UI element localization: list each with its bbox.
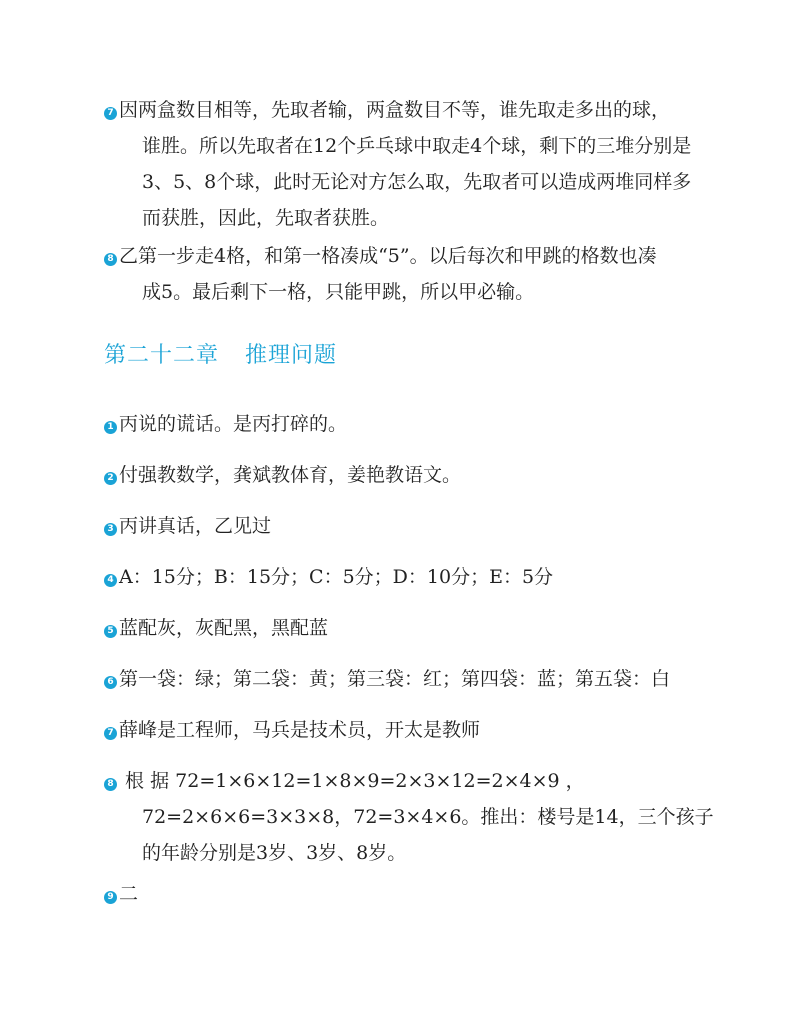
answer-item-1 <box>104 406 704 442</box>
number-badge-wrap <box>104 770 119 792</box>
answer-item-8 <box>104 763 714 871</box>
number-badge-icon: 4 <box>104 574 117 587</box>
answer-item-7-prev <box>104 92 704 236</box>
answer-item-5 <box>104 610 704 646</box>
answer-item-3 <box>104 508 704 544</box>
number-badge-icon: 5 <box>104 625 117 638</box>
number-badge-icon: 8 <box>104 778 117 791</box>
answer-line: 的年龄分别是3岁、3岁、8岁。 <box>142 842 407 864</box>
number-badge-icon: 1 <box>104 421 117 434</box>
answer-item-8-prev <box>104 238 704 310</box>
answer-text: 蓝配灰，灰配黑，黑配蓝 <box>119 617 329 639</box>
answer-text: 据 <box>150 770 170 792</box>
answer-item-4 <box>104 559 704 595</box>
answer-text: 薛峰是工程师，马兵是技术员，开太是教师 <box>119 719 481 741</box>
answer-text: ， <box>565 770 585 792</box>
answer-item-2 <box>104 457 704 493</box>
answer-item-9 <box>104 876 704 912</box>
answer-text: 72=1×6×12=1×8×9=2×3×12=2×4×9 <box>175 770 560 792</box>
chapter-number: 第二十二章 <box>104 343 220 368</box>
number-badge-icon: 2 <box>104 472 117 485</box>
number-badge-icon: 7 <box>104 107 117 120</box>
answer-line: 3、5、8个球，此时无论对方怎么取，先取者可以造成两堆同样多 <box>142 171 692 193</box>
chapter-heading <box>104 338 337 369</box>
answer-line: 而获胜，因此，先取者获胜。 <box>142 207 390 229</box>
number-badge-icon: 7 <box>104 727 117 740</box>
number-badge-icon: 8 <box>104 253 117 266</box>
number-badge-icon: 9 <box>104 891 117 904</box>
answer-line <box>104 763 694 799</box>
answer-item-7 <box>104 712 704 748</box>
answer-line <box>104 92 704 128</box>
answer-text: 丙讲真话，乙见过 <box>119 515 272 537</box>
answer-text: 二 <box>119 883 139 905</box>
answer-text: 丙说的谎话。是丙打碎的。 <box>119 413 348 435</box>
chapter-title: 推理问题 <box>245 343 338 368</box>
answer-line <box>104 238 704 274</box>
answer-text: 乙第一步走4格，和第一格凑成“5”。以后每次和甲跳的格数也凑 <box>119 245 657 267</box>
answer-text: A：15分；B：15分；C：5分；D：10分；E：5分 <box>119 566 554 588</box>
answer-text: 根 <box>125 770 145 792</box>
answer-item-6 <box>104 661 704 697</box>
answer-line: 成5。最后剩下一格，只能甲跳，所以甲必输。 <box>142 281 535 303</box>
answer-text: 第一袋：绿；第二袋：黄；第三袋：红；第四袋：蓝；第五袋：白 <box>119 668 671 690</box>
number-badge-icon: 3 <box>104 523 117 536</box>
answer-text: 因两盒数目相等，先取者输，两盒数目不等，谁先取走多出的球， <box>119 99 671 121</box>
number-badge-icon: 6 <box>104 676 117 689</box>
answer-line: 72=2×6×6=3×3×8，72=3×4×6。推出：楼号是14，三个孩子 <box>142 806 714 828</box>
answer-line: 谁胜。所以先取者在12个乒乓球中取走4个球，剩下的三堆分别是 <box>142 135 692 157</box>
answer-text: 付强教数学，龚斌教体育，姜艳教语文。 <box>119 464 462 486</box>
